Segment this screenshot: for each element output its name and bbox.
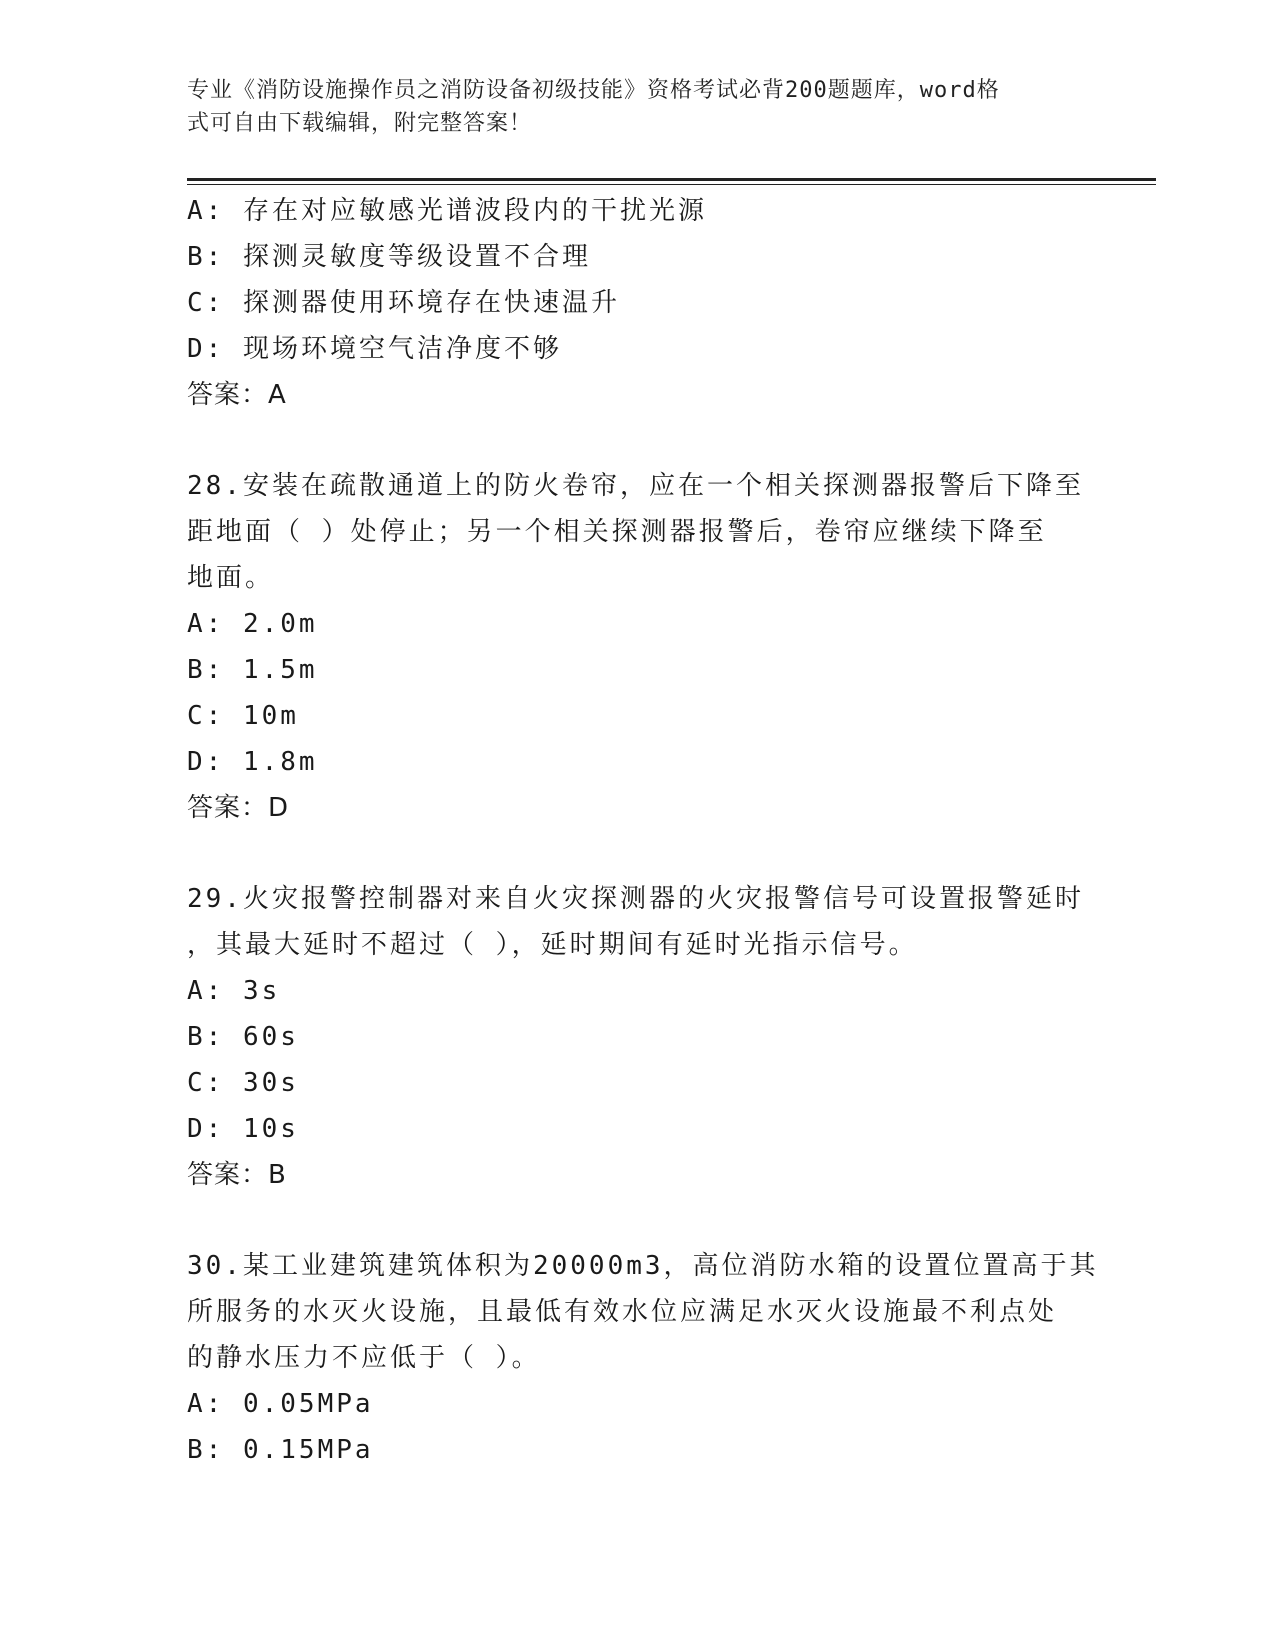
question-text-line: ，其最大延时不超过（ ），延时期间有延时光指示信号。	[187, 930, 918, 960]
option-a: A: 2.0m	[187, 609, 318, 639]
header-divider-thin	[187, 184, 1156, 185]
question-text	[187, 1243, 1099, 1381]
question-text-line: 28.安装在疏散通道上的防火卷帘，应在一个相关探测器报警后下降至	[187, 471, 1084, 501]
question-27	[187, 188, 1087, 418]
option-d: D: 10s	[187, 1114, 299, 1144]
option-b: B: 1.5m	[187, 655, 318, 685]
question-29	[187, 876, 1087, 1198]
answer: 答案：B	[187, 1160, 287, 1190]
option-c: C: 探测器使用环境存在快速温升	[187, 288, 620, 318]
question-28	[187, 463, 1087, 831]
header-line-1: 专业《消防设施操作员之消防设备初级技能》资格考试必背200题题库，word格	[187, 78, 1000, 103]
question-text	[187, 463, 1087, 601]
question-text-line: 的静水压力不应低于（ ）。	[187, 1343, 541, 1373]
header-line-2: 式可自由下载编辑，附完整答案！	[187, 111, 533, 136]
document-header	[187, 74, 1067, 140]
document-body	[187, 188, 1099, 1473]
answer: 答案：A	[187, 380, 287, 410]
option-a: A: 存在对应敏感光谱波段内的干扰光源	[187, 196, 707, 226]
question-30	[187, 1243, 1099, 1473]
question-text-line: 29.火灾报警控制器对来自火灾探测器的火灾报警信号可设置报警延时	[187, 884, 1084, 914]
option-d: D: 现场环境空气洁净度不够	[187, 334, 562, 364]
answer: 答案：D	[187, 793, 290, 823]
question-text-line: 地面。	[187, 563, 275, 593]
question-text-line: 所服务的水灭火设施，且最低有效水位应满足水灭火设施最不利点处	[187, 1297, 1058, 1327]
header-divider-thick	[187, 178, 1156, 181]
option-c: C: 10m	[187, 701, 299, 731]
question-text	[187, 876, 1087, 968]
question-text-line: 30.某工业建筑建筑体积为20000m3，高位消防水箱的设置位置高于其	[187, 1251, 1099, 1281]
option-b: B: 0.15MPa	[187, 1435, 374, 1465]
option-a: A: 0.05MPa	[187, 1389, 374, 1419]
option-a: A: 3s	[187, 976, 281, 1006]
question-text-line: 距地面（ ）处停止；另一个相关探测器报警后，卷帘应继续下降至	[187, 517, 1047, 547]
option-b: B: 60s	[187, 1022, 299, 1052]
option-b: B: 探测灵敏度等级设置不合理	[187, 242, 591, 272]
option-d: D: 1.8m	[187, 747, 318, 777]
option-c: C: 30s	[187, 1068, 299, 1098]
